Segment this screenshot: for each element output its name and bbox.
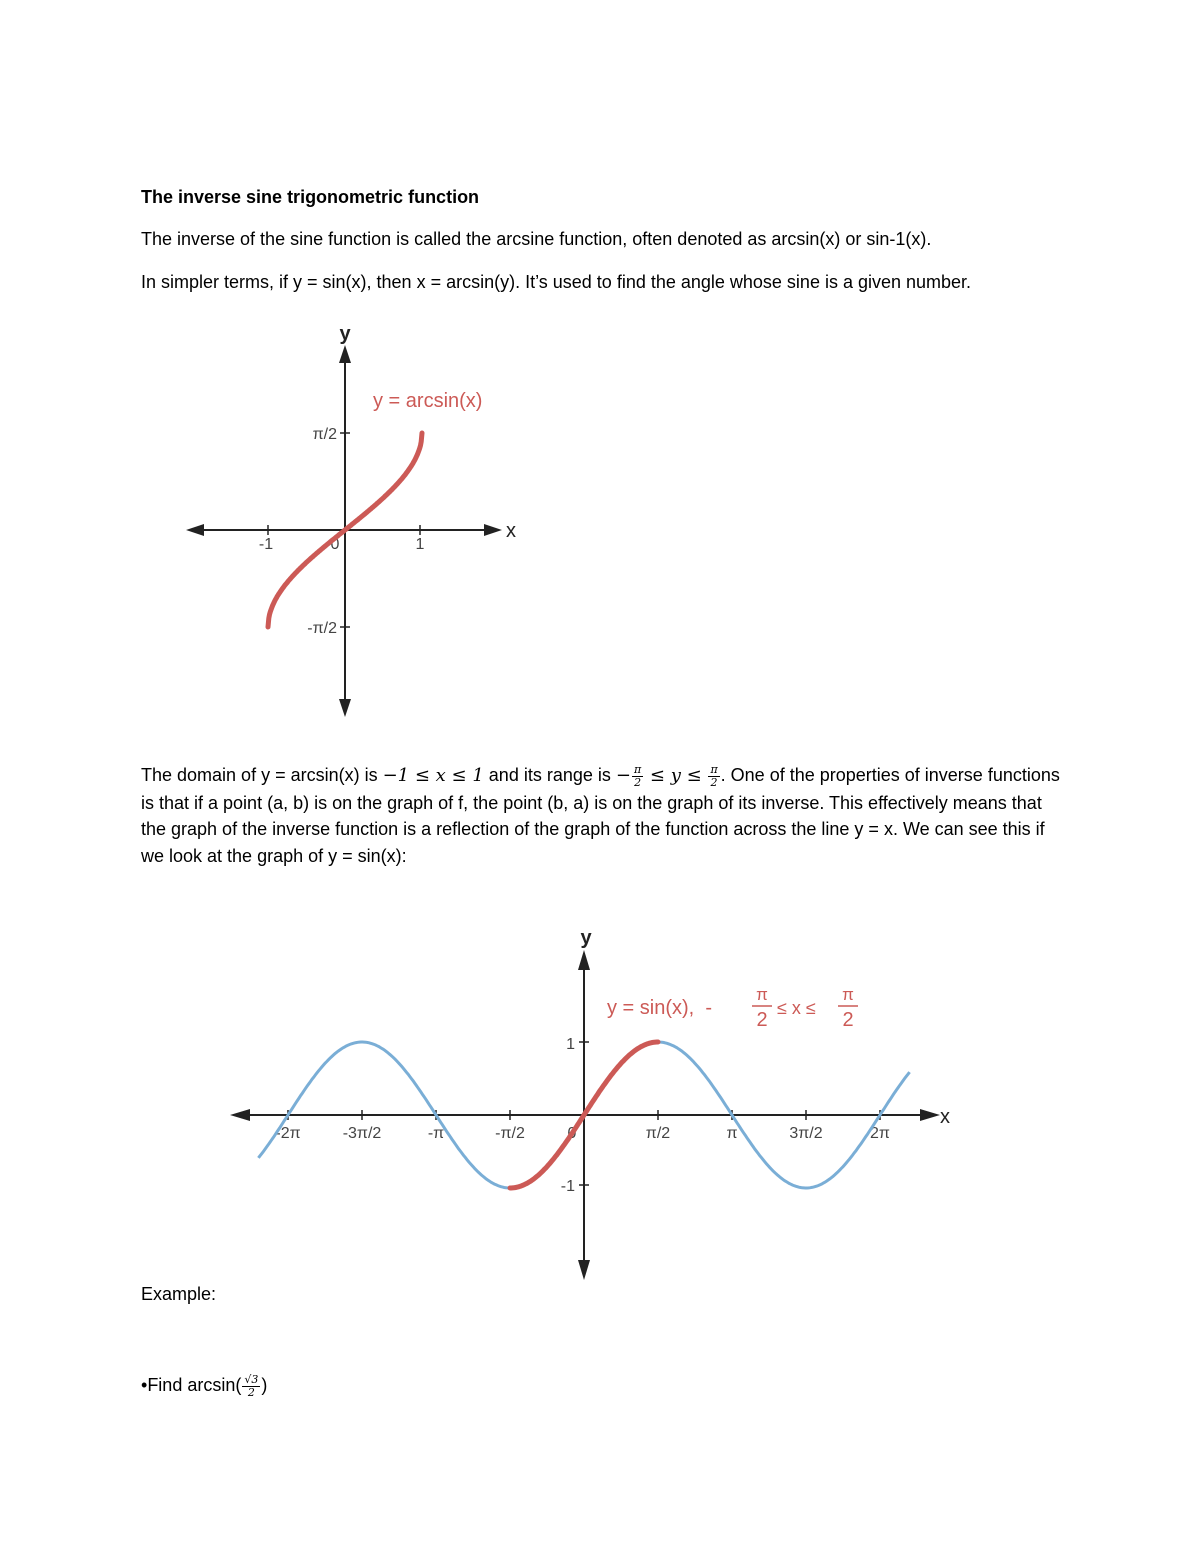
x-tick-label: 2π xyxy=(870,1125,890,1142)
sine-curve-label: y = sin(x), - xyxy=(607,997,713,1019)
example-text: Find arcsin( xyxy=(147,1375,242,1395)
example-label: Example: xyxy=(141,1284,217,1304)
example-item xyxy=(141,1370,267,1400)
y-axis-label: y xyxy=(339,323,351,345)
x-tick-label: -π xyxy=(427,1125,445,1142)
range-middle: ≤ y ≤ xyxy=(644,765,708,786)
x-axis-label: x xyxy=(506,520,516,542)
label-le-x-le: ≤ x ≤ xyxy=(777,998,816,1018)
curve-label: y = arcsin(x) xyxy=(373,390,483,412)
sine-graph xyxy=(225,920,965,1285)
x-tick-label-1: 1 xyxy=(415,536,425,553)
x-axis-label: x xyxy=(940,1106,950,1128)
y-axis-top-arrow xyxy=(339,345,351,363)
range-fraction-left: $\frac{\pi}{2}$ xyxy=(633,762,642,789)
y-axis-bottom-arrow xyxy=(339,699,351,717)
y-axis-top-arrow xyxy=(578,950,590,970)
x-tick-label: -3π/2 xyxy=(342,1125,382,1142)
label-pi-right: π xyxy=(842,985,854,1004)
x-tick-label: 0 xyxy=(567,1125,577,1142)
x-axis-right-arrow xyxy=(920,1109,940,1121)
intro-line-2: In simpler terms, if y = sin(x), then x = arcsin(y). It’s used to find the angle whose sine is a given number. xyxy=(141,272,972,292)
label-pi-left: π xyxy=(756,985,768,1004)
range-fraction-right: $\frac{\pi}{2}$ xyxy=(710,762,718,789)
x-axis-right-arrow xyxy=(484,524,502,536)
arcsin-graph xyxy=(180,315,530,720)
x-tick-label: -π/2 xyxy=(495,1125,525,1142)
domain-range-paragraph xyxy=(141,762,1071,869)
label-two-left: 2 xyxy=(756,1009,768,1031)
page-heading: The inverse sine trigonometric function xyxy=(141,187,480,207)
label-two-right: 2 xyxy=(842,1009,854,1031)
x-tick-label-0: 0 xyxy=(330,536,340,553)
y-tick-label-minus-pi2: -π/2 xyxy=(307,620,337,637)
x-tick-label-minus1: -1 xyxy=(258,536,274,553)
example-close: ) xyxy=(261,1375,268,1395)
para-text-1: The domain of y = arcsin(x) is xyxy=(141,765,383,785)
x-axis-left-arrow xyxy=(186,524,204,536)
x-tick-label: π xyxy=(726,1125,738,1142)
x-tick-label: π/2 xyxy=(645,1125,671,1142)
range-minus: − xyxy=(615,765,631,786)
domain-math: −1 ≤ x ≤ 1 xyxy=(382,765,484,786)
x-axis-left-arrow xyxy=(230,1109,250,1121)
y-tick-label-1: 1 xyxy=(566,1036,575,1053)
para-text-3: . One of the properties of inverse functions is that if a point (a, b) is on the graph of f, the point (b, a) is on the graph of its inverse. This effectively means that the graph of the inverse function is a reflection of the graph of the function across the line y = x. We can see this if we look at the graph of y = sin(x): xyxy=(141,765,1060,866)
para-text-2: and its range is xyxy=(483,765,616,785)
y-axis-label: y xyxy=(580,927,592,949)
y-tick-label-pi2: π/2 xyxy=(312,426,337,443)
intro-line-1: The inverse of the sine function is called the arcsine function, often denoted as arcsin(x) or sin-1(x). xyxy=(141,229,932,249)
y-axis-bottom-arrow xyxy=(578,1260,590,1280)
x-tick-label: 3π/2 xyxy=(789,1125,823,1142)
x-tick-label: -2π xyxy=(275,1125,301,1142)
example-fraction: $\frac{√3}{2}$ xyxy=(244,1372,259,1399)
y-tick-label-minus1: -1 xyxy=(560,1178,575,1195)
bullet: • xyxy=(141,1375,148,1395)
